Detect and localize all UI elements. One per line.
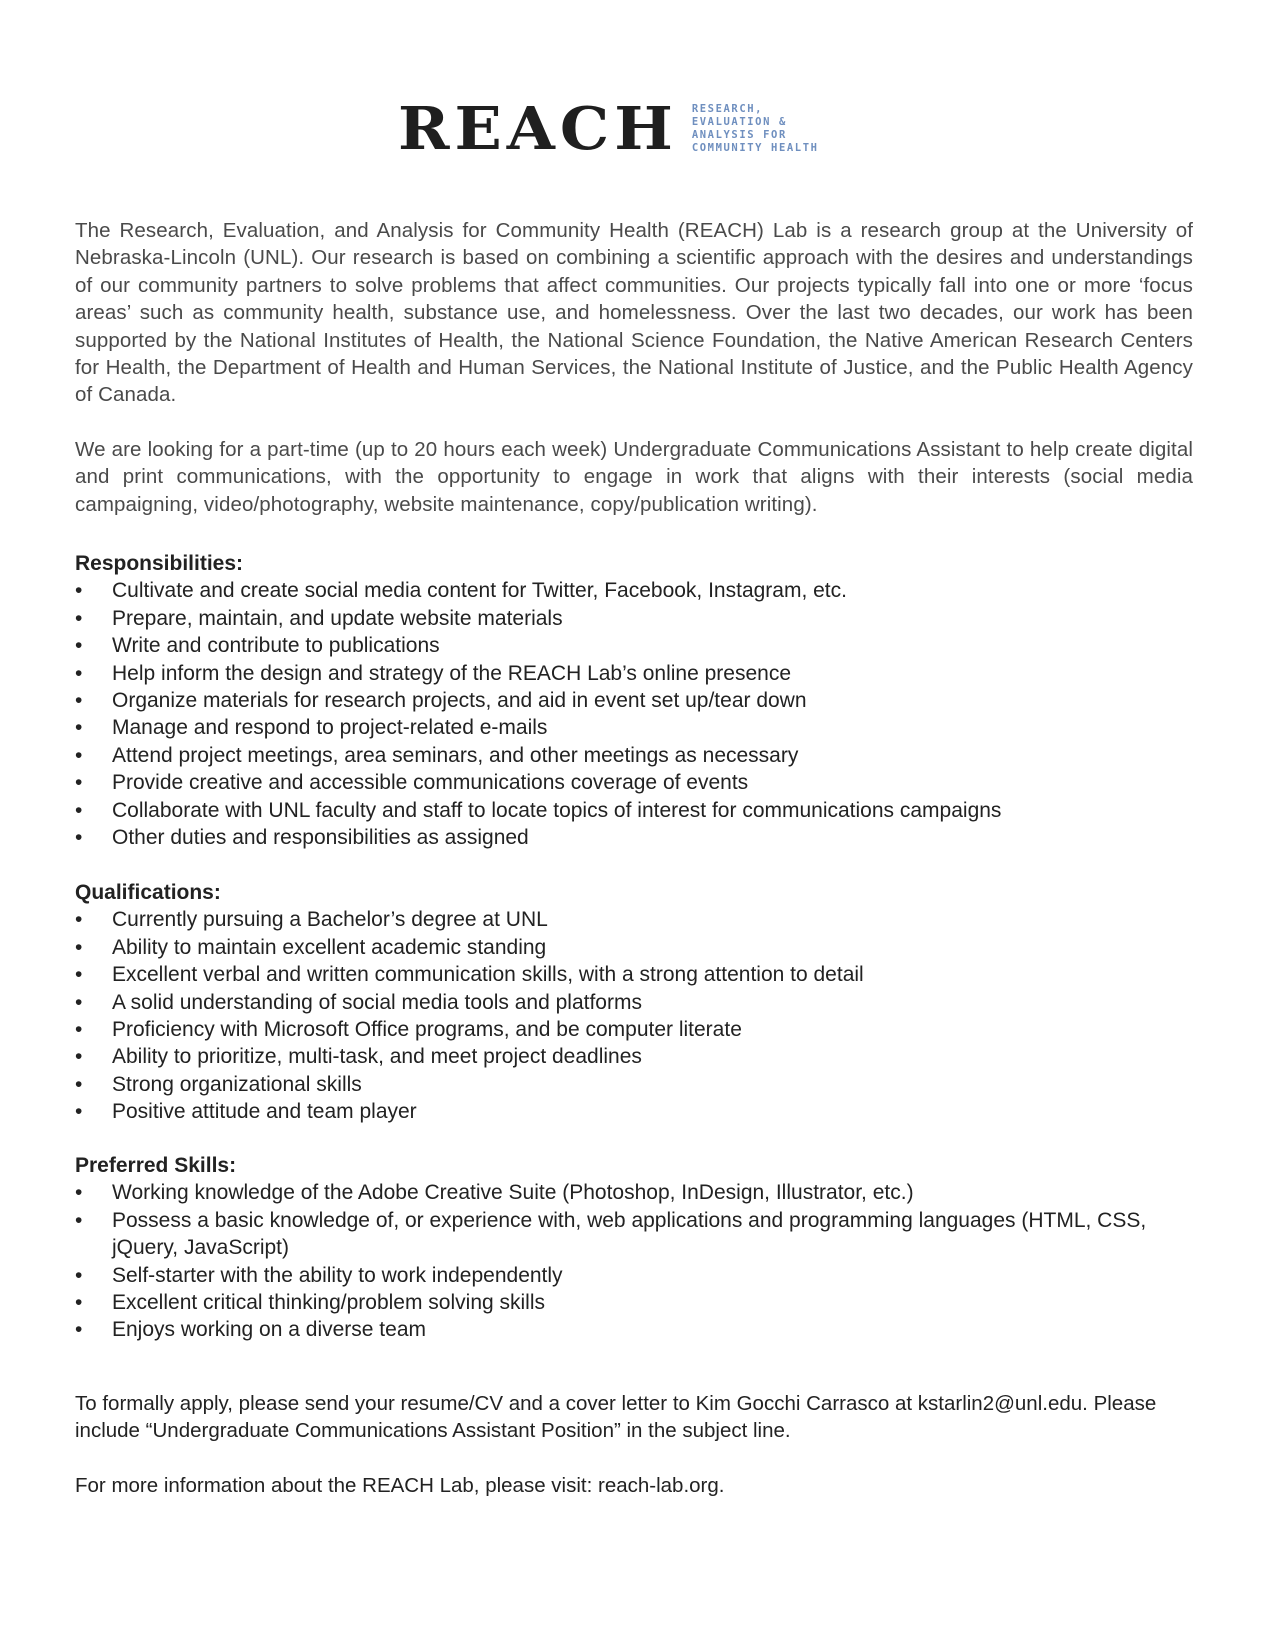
bullet-icon: • (75, 1263, 83, 1287)
apply-text: To formally apply, please send your resume/CV and a cover letter to Kim Gocchi Carrasco at (75, 1392, 918, 1415)
list-item-text: Possess a basic knowledge of, or experience with, web applications and programming languages (HTML, CSS, jQuery, JavaScript) (112, 1208, 1147, 1260)
more-info (75, 1472, 1193, 1499)
list-item-text: Positive attitude and team player (112, 1100, 417, 1124)
position-summary-paragraph: We are looking for a part-time (up to 20 hours each week) Undergraduate Communications Assistant to help create digital and print communications, with the opportunity to engage in work that aligns with their interests (social media campaigning, video/photography, website maintenance, copy/publication writing). (75, 438, 1193, 516)
bullet-icon: • (75, 1181, 83, 1205)
logo-tagline-line: COMMUNITY HEALTH (691, 142, 819, 154)
qualifications-list (75, 906, 1193, 1125)
bullet-icon: • (75, 1208, 83, 1232)
bullet-icon: • (75, 1072, 83, 1096)
list-item (75, 1016, 1193, 1043)
list-item-text: Attend project meetings, area seminars, and other meetings as necessary (112, 743, 799, 767)
bullet-icon: • (75, 716, 83, 740)
bullet-icon: • (75, 798, 83, 822)
contact-email-link[interactable]: kstarlin2@unl.edu (917, 1392, 1083, 1415)
list-item (75, 687, 1193, 714)
list-item-text: Enjoys working on a diverse team (112, 1318, 426, 1342)
bullet-icon: • (75, 634, 83, 658)
list-item-text: Ability to prioritize, multi-task, and meet project deadlines (112, 1045, 642, 1069)
list-item-text: Excellent critical thinking/problem solving skills (112, 1291, 546, 1315)
list-item (75, 605, 1193, 632)
bullet-icon: • (75, 1100, 83, 1124)
list-item (75, 1179, 1193, 1206)
more-info-suffix: . (718, 1474, 725, 1497)
bullet-icon: • (75, 1018, 83, 1042)
list-item-text: Ability to maintain excellent academic standing (112, 935, 547, 959)
list-item (75, 824, 1193, 851)
list-item (75, 1043, 1193, 1070)
list-item-text: Prepare, maintain, and update website materials (112, 606, 563, 630)
responsibilities-list (75, 577, 1193, 851)
list-item (75, 769, 1193, 796)
apply-text-suffix: . Please include “Undergraduate Communications Assistant Position” in the subject line. (75, 1392, 1157, 1443)
list-item-text: Provide creative and accessible communications coverage of events (112, 771, 749, 795)
list-item-text: Working knowledge of the Adobe Creative Suite (Photoshop, InDesign, Illustrator, etc.) (112, 1181, 914, 1205)
bullet-icon: • (75, 771, 83, 795)
responsibilities-heading: Responsibilities: (75, 552, 244, 575)
list-item-text: A solid understanding of social media tools and platforms (112, 990, 642, 1014)
list-item-text: Collaborate with UNL faculty and staff to locate topics of interest for communications campaigns (112, 798, 1002, 822)
list-item (75, 1071, 1193, 1098)
bullet-icon: • (75, 963, 83, 987)
bullet-icon: • (75, 579, 83, 603)
list-item (75, 797, 1193, 824)
list-item-text: Other duties and responsibilities as assigned (112, 826, 529, 850)
list-item (75, 1098, 1193, 1125)
bullet-icon: • (75, 606, 83, 630)
bullet-icon: • (75, 1045, 83, 1069)
list-item-text: Write and contribute to publications (112, 634, 440, 658)
list-item (75, 1262, 1193, 1289)
logo-tagline-line: ANALYSIS FOR (691, 129, 787, 141)
list-item (75, 961, 1193, 988)
list-item-text: Strong organizational skills (112, 1072, 362, 1096)
bullet-icon: • (75, 990, 83, 1014)
bullet-icon: • (75, 908, 83, 932)
list-item (75, 742, 1193, 769)
bullet-icon: • (75, 826, 83, 850)
preferred-skills-heading: Preferred Skills: (75, 1154, 237, 1177)
responsibilities-section (75, 550, 1193, 851)
list-item-text: Proficiency with Microsoft Office programs, and be computer literate (112, 1018, 742, 1042)
list-item (75, 989, 1193, 1016)
list-item (75, 577, 1193, 604)
logo-tagline-line: RESEARCH, (691, 103, 764, 115)
bullet-icon: • (75, 689, 83, 713)
list-item (75, 934, 1193, 961)
bullet-icon: • (75, 743, 83, 767)
list-item-text: Help inform the design and strategy of the REACH Lab’s online presence (112, 661, 792, 685)
list-item (75, 632, 1193, 659)
list-item (75, 1316, 1193, 1343)
list-item-text: Excellent verbal and written communication skills, with a strong attention to detail (112, 963, 864, 987)
list-item-text: Currently pursuing a Bachelor’s degree at UNL (112, 908, 548, 932)
bullet-icon: • (75, 935, 83, 959)
list-item-text: Cultivate and create social media content for Twitter, Facebook, Instagram, etc. (112, 579, 847, 603)
intro-paragraph: The Research, Evaluation, and Analysis for Community Health (REACH) Lab is a research group at the University of Nebraska-Lincoln (UNL). Our research is based on combining a scientific approach with the desires and understandings of our community partners to solve problems that affect communities. Our projects typically fall into one or more ‘focus areas’ such as community health, substance use, and homelessness. Over the last two decades, our work has been supported by the National Institutes of Health, the National Science Foundation, the Native American Research Centers for Health, the Department of Health and Human Services, the National Institute of Justice, and the Public Health Agency of Canada. (75, 219, 1193, 407)
list-item (75, 1207, 1193, 1262)
list-item (75, 1289, 1193, 1316)
list-item (75, 906, 1193, 933)
logo-wordmark: REACH (398, 93, 678, 164)
application-instructions (75, 1390, 1193, 1445)
bullet-icon: • (75, 1318, 83, 1342)
bullet-icon: • (75, 661, 83, 685)
website-link[interactable]: reach-lab.org (598, 1474, 719, 1497)
logo-tagline (692, 103, 819, 155)
bullet-icon: • (75, 1291, 83, 1315)
list-item (75, 714, 1193, 741)
list-item-text: Organize materials for research projects, and aid in event set up/tear down (112, 689, 807, 713)
preferred-skills-list (75, 1179, 1193, 1343)
list-item-text: Manage and respond to project-related e-mails (112, 716, 548, 740)
preferred-skills-section (75, 1152, 1193, 1344)
qualifications-section (75, 879, 1193, 1126)
list-item-text: Self-starter with the ability to work independently (112, 1263, 563, 1287)
logo-tagline-line: EVALUATION & (691, 116, 787, 128)
qualifications-heading: Qualifications: (75, 881, 221, 904)
more-info-text: For more information about the REACH Lab, please visit: (75, 1474, 598, 1497)
logo (398, 93, 819, 164)
list-item (75, 660, 1193, 687)
